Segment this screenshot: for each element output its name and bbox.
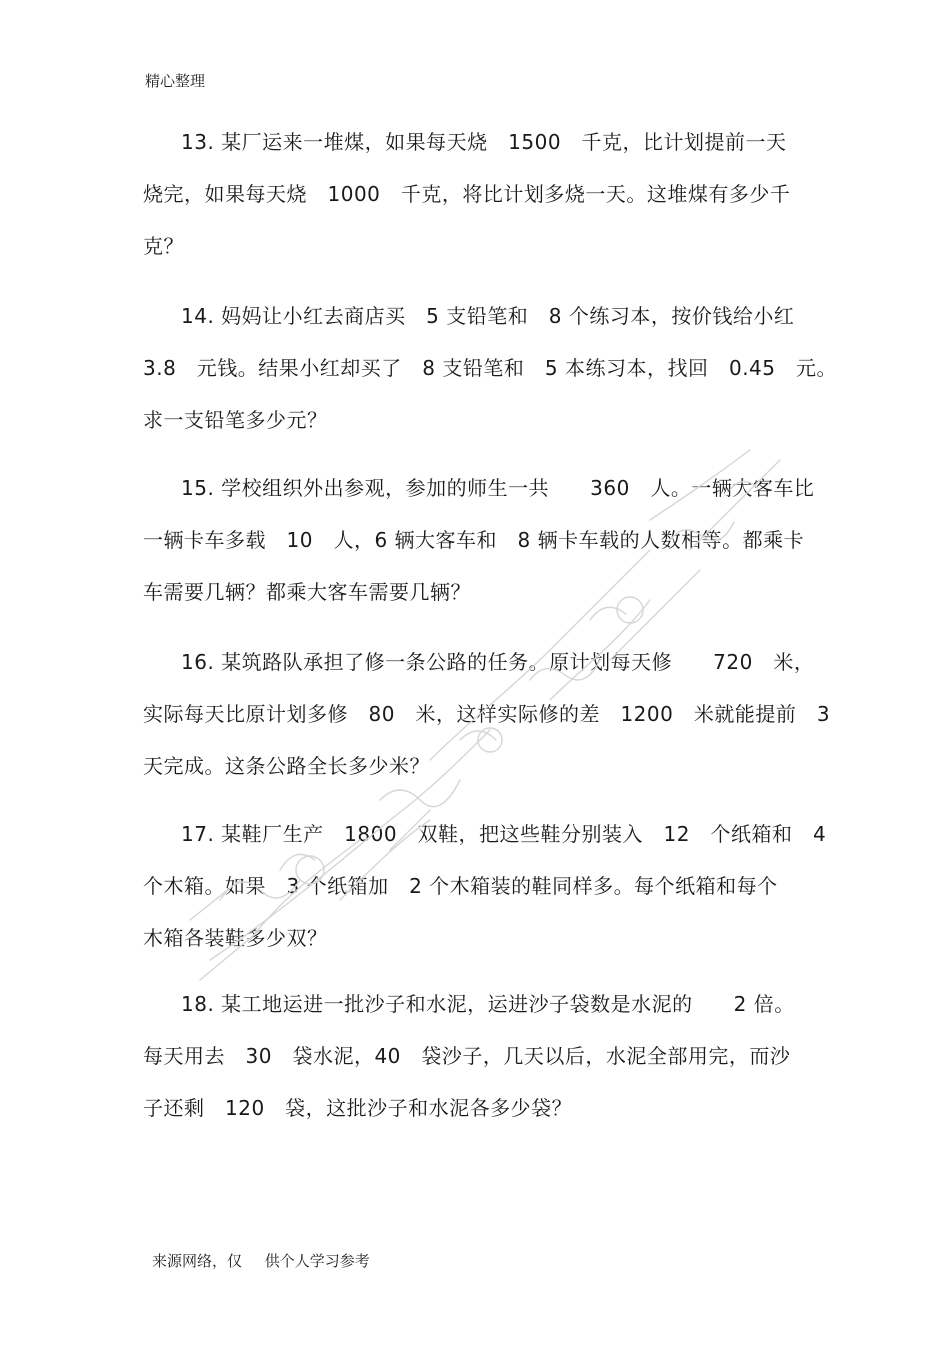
problem-line: 每天用去 30 袋水泥，40 袋沙子，几天以后，水泥全部用完，而沙: [143, 1044, 791, 1068]
problem-line: 13. 某厂运来一堆煤，如果每天烧 1500 千克，比计划提前一天: [181, 130, 787, 154]
problem-line: 3.8 元钱。结果小红却买了 8 支铅笔和 5 本练习本，找回 0.45 元。: [143, 356, 838, 380]
problem-line: 克？: [143, 234, 184, 258]
problem-line: 18. 某工地运进一批沙子和水泥，运进沙子袋数是水泥的 2 倍。: [181, 992, 795, 1016]
problem-line: 15. 学校组织外出参观，参加的师生一共 360 人。一辆大客车比: [181, 476, 815, 500]
problem-line: 烧完，如果每天烧 1000 千克，将比计划多烧一天。这堆煤有多少千: [143, 182, 791, 206]
problem-line: 一辆卡车多载 10 人，6 辆大客车和 8 辆卡车载的人数相等。都乘卡: [143, 528, 805, 552]
problem-line: 16. 某筑路队承担了修一条公路的任务。原计划每天修 720 米，: [181, 650, 815, 674]
problem-line: 木箱各装鞋多少双？: [143, 926, 328, 950]
problem-line: 实际每天比原计划多修 80 米，这样实际修的差 1200 米就能提前 3: [143, 702, 831, 726]
page-footer: 来源网络，仅 供个人学习参考: [152, 1252, 370, 1270]
problem-line: 车需要几辆？都乘大客车需要几辆？: [143, 580, 471, 604]
problem-16: [143, 636, 831, 792]
problem-line: 14. 妈妈让小红去商店买 5 支铅笔和 8 个练习本，按价钱给小红: [181, 304, 795, 328]
problem-line: 个木箱。如果 3 个纸箱加 2 个木箱装的鞋同样多。每个纸箱和每个: [143, 874, 778, 898]
problem-line: 17. 某鞋厂生产 1800 双鞋，把这些鞋分别装入 12 个纸箱和 4: [181, 822, 827, 846]
problem-18: [143, 978, 813, 1134]
problem-line: 天完成。这条公路全长多少米？: [143, 754, 430, 778]
page-header: 精心整理: [145, 72, 206, 90]
problem-14: [143, 290, 838, 446]
problem-line: 求一支铅笔多少元？: [143, 408, 328, 432]
problem-15: [143, 462, 813, 618]
problem-line: 子还剩 120 袋，这批沙子和水泥各多少袋？: [143, 1096, 573, 1120]
problem-13: [143, 116, 813, 272]
problem-17: [143, 808, 827, 964]
